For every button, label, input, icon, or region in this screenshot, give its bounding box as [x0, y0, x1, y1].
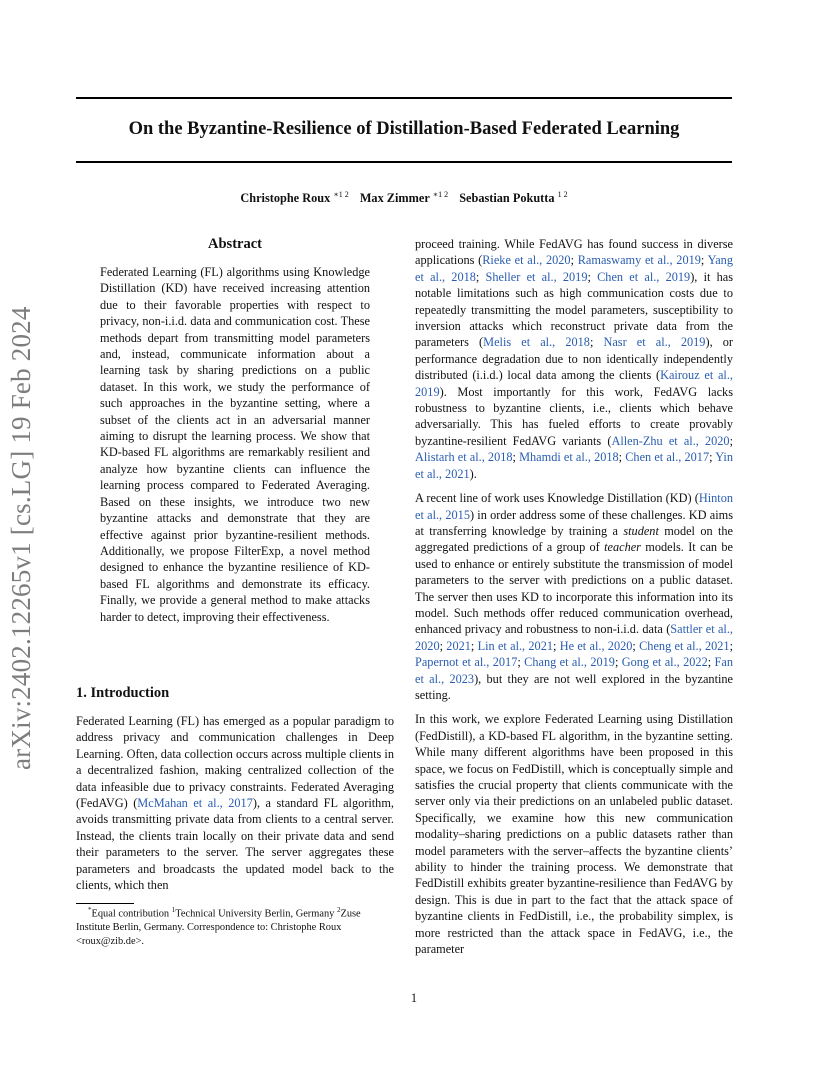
footnote-text: Equal contribution: [91, 908, 172, 920]
footnote-text: Technical University Berlin, Germany: [175, 908, 337, 920]
citation-link[interactable]: Kairouz et al., 2019: [415, 368, 733, 399]
text-run: ;: [570, 253, 578, 268]
citation-link[interactable]: Papernot et al., 2017: [415, 655, 518, 670]
citation-link[interactable]: Gong et al., 2022: [621, 655, 708, 670]
citation-link[interactable]: 2021: [446, 638, 471, 653]
right-column-body: [415, 236, 733, 957]
page-number: 1: [410, 991, 418, 1005]
introduction-paragraph: [76, 713, 394, 893]
text-run: models. It can be used to enhance or entirely substitute the transmission of model parameters to the server with predictions on a public dataset. The server then uses KD to incorporate this information into its model. Such methods offer reduced communication overhead, enhanced privacy and robustness to non-i.i.d. data (: [415, 540, 733, 637]
citation-link[interactable]: Chen et al., 2017: [625, 450, 710, 465]
text-run: ;: [729, 638, 733, 653]
body-paragraph: [415, 490, 733, 703]
text-run: ), but they are not well explored in the byzantine setting.: [415, 671, 734, 702]
text-run: ;: [553, 638, 560, 653]
abstract-heading: Abstract: [208, 236, 262, 252]
arxiv-stamp: arXiv:2402.12265v1 [cs.LG] 19 Feb 2024: [6, 306, 36, 770]
abstract-text: Federated Learning (FL) algorithms using Knowledge Distillation (KD) have received increasing attention due to their favorable properties with respect to privacy, non-i.i.d. data and communication cost. These methods depart from transmitting model parameters and, instead, communicate information about a learning task by sharing predictions on a public dataset. In this work, we study the performance of such approaches in the byzantine setting, where a subset of the clients act in an adversarial manner aiming to disrupt the learning process. We show that KD-based FL algorithms are remarkably resilient and analyze how byzantine clients can influence the learning process compared to Federated Averaging. Based on these insights, we introduce two new byzantine attacks and demonstrate that they are effective against prior byzantine-resilient methods. Additionally, we propose FilterExp, a novel method designed to enhance the byzantine resilience of KD-based FL algorithms and demonstrate its efficacy. Finally, we provide a general method to make attacks harder to detect, improving their effectiveness.: [100, 265, 370, 624]
text-run: ), or performance degradation due to non identically independently distributed (i.i.d.) local data among the clients (: [415, 335, 733, 383]
citation-link[interactable]: Lin et al., 2021: [477, 638, 554, 653]
text-run: ;: [512, 450, 520, 465]
citation-link[interactable]: Ramaswamy et al., 2019: [577, 253, 701, 268]
text-run: ;: [618, 450, 626, 465]
text-run: model on the aggregated predictions of a group of: [415, 523, 734, 555]
text-run: ;: [587, 269, 598, 284]
text-run: ;: [470, 638, 478, 653]
author-affiliation-marks: ∗1 2: [432, 190, 449, 199]
citation-link[interactable]: Rieke et al., 2020: [482, 253, 571, 268]
author-name: Christophe Roux: [240, 191, 331, 205]
citation-link[interactable]: Cheng et al., 2021: [639, 638, 730, 653]
citation-link[interactable]: Yang et al., 2018: [415, 253, 733, 284]
citation-link[interactable]: Mhamdi et al., 2018: [519, 450, 619, 465]
text-run: ;: [439, 638, 447, 653]
paper-title: On the Byzantine-Resilience of Distillation-Based Federated Learning: [128, 119, 680, 139]
author-affiliation-marks: 1 2: [557, 190, 568, 199]
emphasized-text: teacher: [604, 540, 641, 555]
text-run: ;: [700, 253, 708, 268]
citation-link[interactable]: Yin et al., 2021: [415, 450, 733, 481]
citation-link[interactable]: Hinton et al., 2015: [415, 491, 733, 522]
introduction-body: [76, 713, 394, 893]
citation-link[interactable]: Sheller et al., 2019: [485, 269, 588, 284]
citation-link[interactable]: Fan et al., 2023: [415, 655, 733, 686]
text-run: ;: [517, 655, 525, 670]
text-run: ), it has notable limitations such as high communication costs due to repeatedly transmitting the model parameters, susceptibility to inversion attacks which reconstruct private data from the parameters (: [415, 269, 733, 350]
body-paragraph: [415, 711, 733, 957]
citation-link[interactable]: Allen-Zhu et al., 2020: [611, 433, 730, 448]
citation-link[interactable]: Alistarh et al., 2018: [415, 450, 513, 465]
introduction-heading: 1. Introduction: [76, 685, 170, 701]
footnote-mark: *: [88, 906, 92, 914]
text-run: ;: [632, 638, 640, 653]
author-name: Max Zimmer: [359, 191, 430, 205]
text-run: ), a standard FL algorithm, avoids transmitting private data from clients to a central server. Instead, the clients train locally on their private data and send their parameters to the server. The server aggregates these parameters and broadcasts the updated model back to the clients, which then: [76, 796, 394, 893]
citation-link[interactable]: Melis et al., 2018: [483, 335, 590, 350]
text-run: A recent line of work uses Knowledge Distillation (KD) (: [415, 491, 699, 506]
footnote-mark: 2: [336, 906, 341, 914]
footnote: [76, 904, 394, 948]
body-paragraph: [415, 236, 733, 482]
author-affiliation-marks: ∗1 2: [333, 190, 349, 199]
text-run: ). Most importantly for this work, FedAVG lacks robustness to byzantine clients, i.e., clients which behave adversarially. This has fueled efforts to create provably byzantine-resilient FedAVG variants (: [415, 384, 733, 448]
footnote-text: Zuse Institute Berlin, Germany. Correspondence to: Christophe Roux <roux@zib.de>.: [76, 908, 361, 947]
text-run: ) in order address some of these challenges. KD aims at transferring knowledge by training a: [415, 507, 733, 538]
author-list: [76, 190, 732, 206]
text-run: proceed training. While FedAVG has found success in diverse applications (: [415, 237, 733, 268]
text-run: ;: [475, 269, 486, 284]
text-run: ;: [614, 655, 622, 670]
text-run: ;: [709, 450, 716, 465]
citation-link[interactable]: Chen et al., 2019: [597, 269, 691, 284]
text-run: Federated Learning (FL) has emerged as a popular paradigm to address privacy and communication challenges in Deep Learning. Often, data collection occurs across multiple clients in a decentralized fashion, making centralized collection of the data infeasible due to privacy constraints. Federated Averaging (FedAVG) (: [76, 714, 394, 811]
citation-link[interactable]: Chang et al., 2019: [524, 655, 615, 670]
emphasized-text: student: [623, 523, 659, 538]
text-run: ;: [707, 655, 715, 670]
text-run: In this work, we explore Federated Learning using Distillation (FedDistill), a KD-based FL algorithm, in the byzantine setting. While many different algorithms have been proposed in this space, we focus on FedDistill, which is conceptually simple and satisfies the crucial property that clients communicate with the server only via their predictions on an unlabeled public dataset. Specifically, we examine how this new communication modality–sharing predictions on a public datasets rather than model parameters with the server–affects the byzantine clients’ ability to hinder the training process. We demonstrate that FedDistill exhibits greater byzantine-resilience than FedAVG by design. This is due in part to the fact that the attack space of byzantine clients in FedDistill, i.e., the probability simplex, is more restricted than the attack space in FedAVG, i.e., the parameter: [415, 712, 733, 957]
title-rule-bottom: [76, 161, 732, 163]
text-run: ;: [589, 335, 604, 350]
citation-link[interactable]: Nasr et al., 2019: [603, 335, 706, 350]
footnote-mark: 1: [171, 906, 176, 914]
citation-link[interactable]: He et al., 2020: [559, 638, 633, 653]
text-run: ;: [729, 433, 733, 448]
title-rule-top: [76, 97, 732, 99]
citation-link[interactable]: Sattler et al., 2020: [415, 622, 733, 653]
text-run: ).: [469, 466, 477, 481]
author-name: Sebastian Pokutta: [459, 191, 555, 205]
citation-link[interactable]: McMahan et al., 2017: [137, 796, 253, 811]
abstract-body: [100, 264, 370, 625]
